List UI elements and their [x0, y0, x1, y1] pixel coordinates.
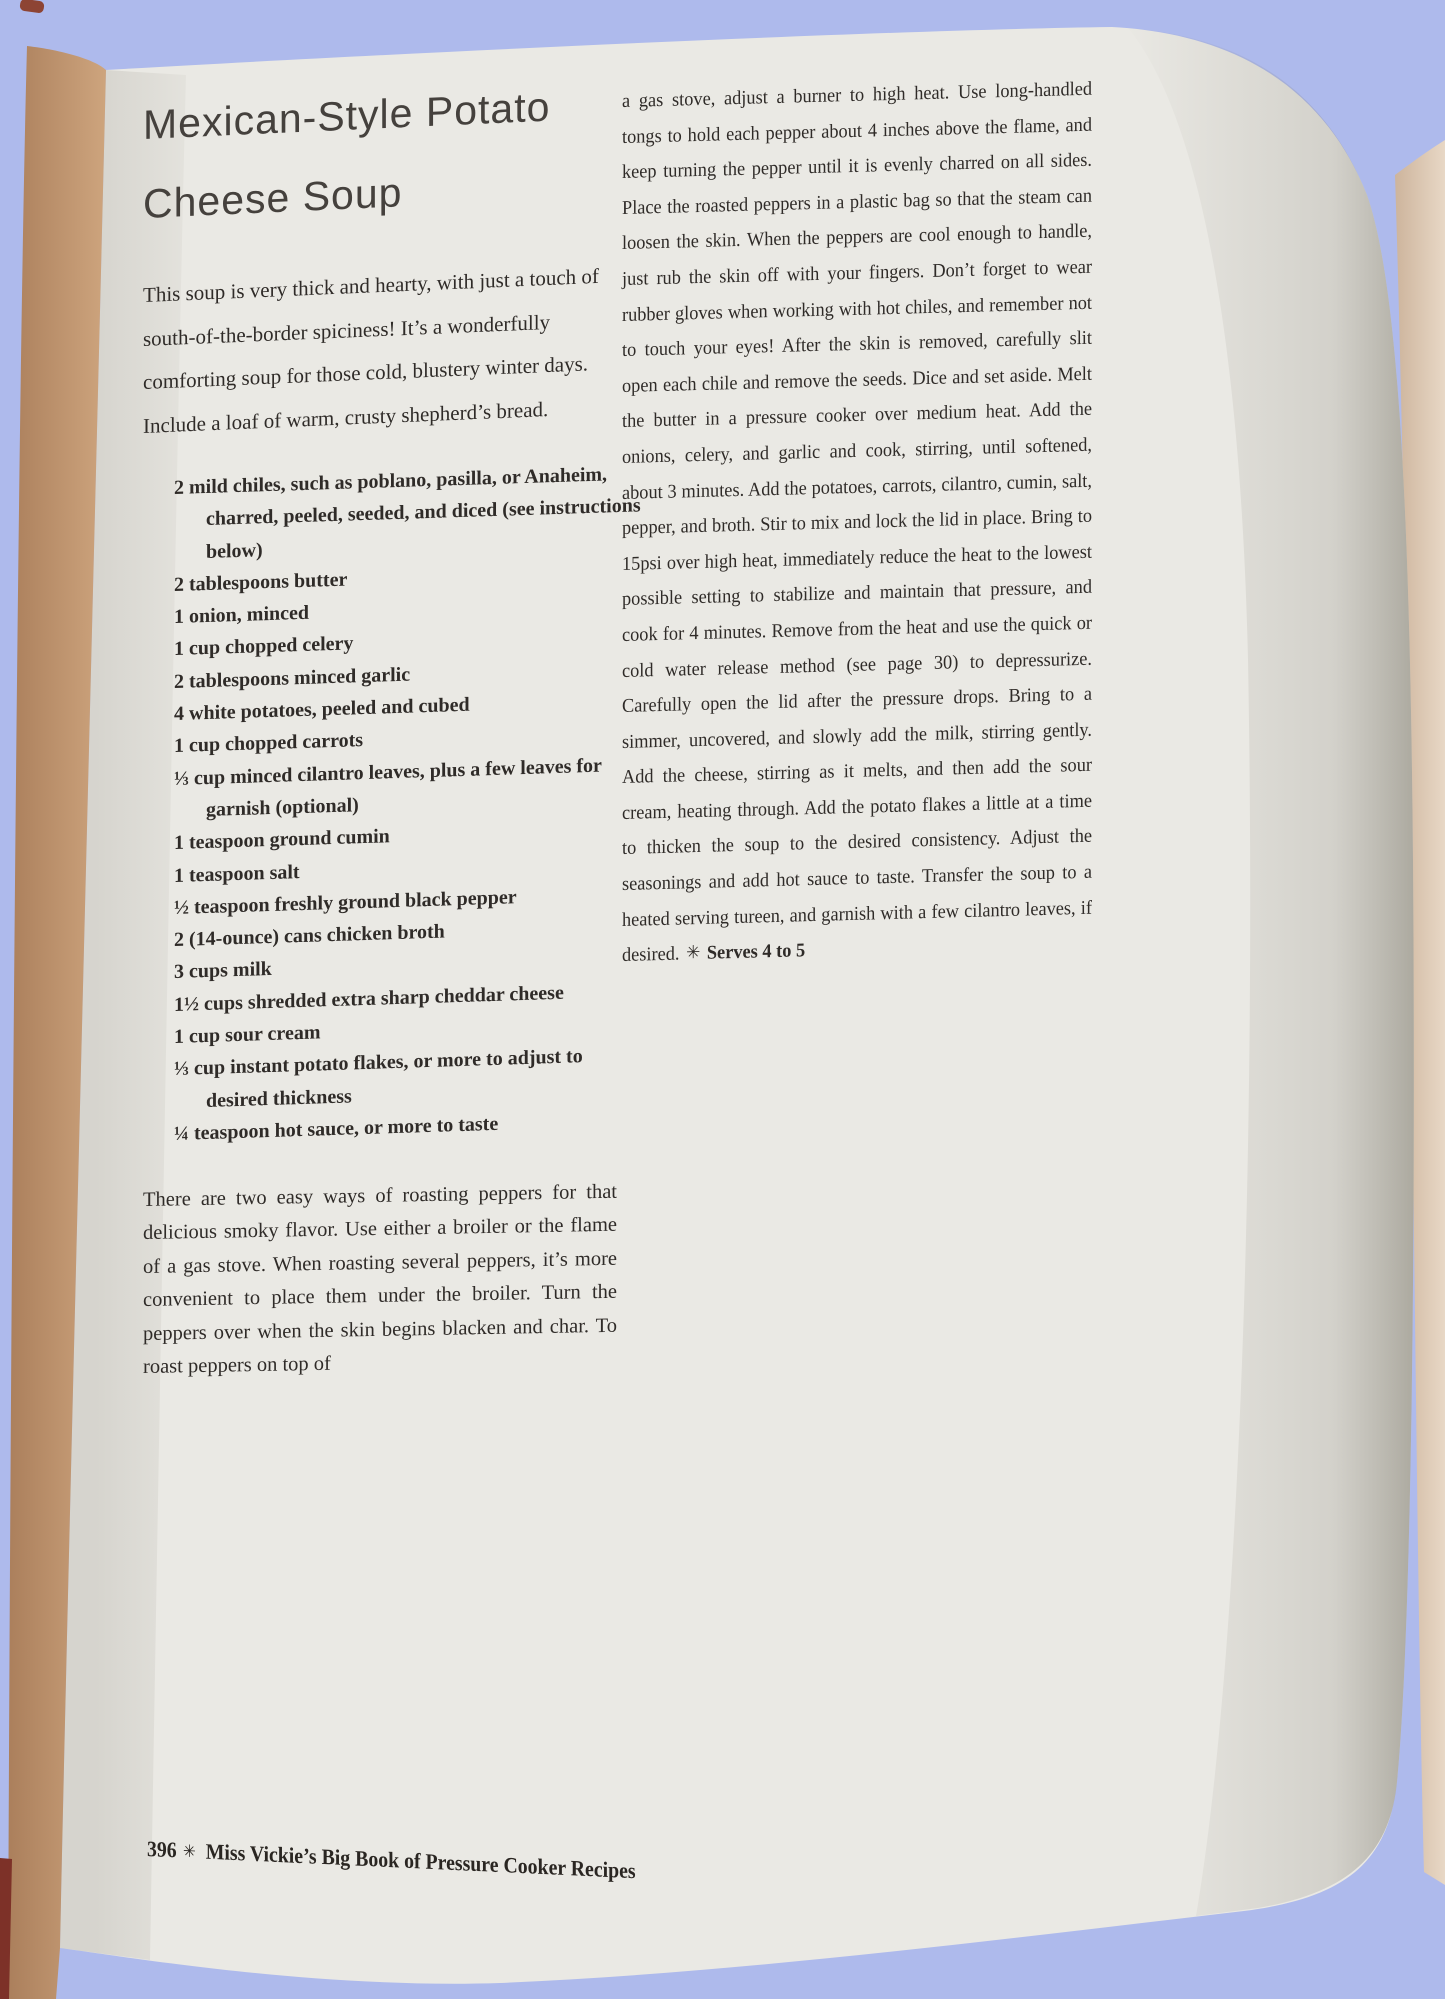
ingredient-item: 1 cup chopped carrots — [174, 729, 364, 758]
serves-asterisk-icon: ✳ — [686, 942, 701, 963]
ingredient-list — [174, 457, 644, 1150]
serves-label: Serves 4 to 5 — [706, 940, 806, 965]
ingredient-item: 1 cup chopped celery — [174, 632, 354, 661]
ingredient-item: 2 (14-ounce) cans chicken broth — [174, 920, 445, 952]
left-column — [143, 83, 641, 1385]
ingredient-item: 1 onion, minced — [174, 601, 310, 629]
ingredient-item: 1 cup sour cream — [174, 1021, 321, 1049]
page-footer — [147, 1836, 636, 1884]
ingredient-item: 4 white potatoes, peeled and cubed — [174, 693, 470, 726]
ingredient-item: 2 tablespoons minced garlic — [174, 663, 411, 693]
ingredient-item: 1 teaspoon ground cumin — [174, 825, 390, 855]
book-title: Miss Vickie’s Big Book of Pressure Cooker Recipes — [205, 1838, 636, 1884]
ingredient-item: 2 mild chiles, such as poblano, pasilla, or Anaheim, charred, peeled, seeded, and diced (see instructions below) — [174, 463, 641, 563]
directions-text: a gas stove, adjust a burner to high heat. Use long-handled tongs to hold each pepper about 4 inches above the flame, and keep turning the pepper until it is evenly charred on all sides. Place the roasted peppers in a plastic bag so that the steam can loosen the skin. When the peppers are cool enough to handle, just rub the skin off with your fingers. Don’t forget to wear rubber gloves when working with hot chiles, and remember not to touch your eyes! After the skin is removed, carefully slit open each chile and remove the seeds. Dice and set aside. Melt the butter in a pressure cooker over medium heat. Add the onions, celery, and garlic and cook, stirring, until softened, about 3 minutes. Add the potatoes, carrots, cilantro, cumin, salt, pepper, and broth. Stir to mix and lock the lid in place. Bring to 15psi over high heat, immediately reduce the heat to the lowest possible setting to stabilize and maintain that pressure, and cook for 4 minutes. Remove from the heat and use the quick or cold water release method (see page 30) to depressurize. Carefully open the lid after the pressure drops. Bring to a simmer, uncovered, and slowly add the milk, stirring gently. Add the cheese, stirring as it melts, and then add the sour cream, heating through. Add the potato flakes a little at a time to thicken the soup to the desired consistency. Adjust the seasonings and add hot sauce to taste. Transfer the soup to a heated serving tureen, and garnish with a few cilantro leaves, if desired. — [622, 78, 1092, 967]
ingredient-item: ⅓ cup minced cilantro leaves, plus a few leaves for garnish (optional) — [174, 754, 602, 821]
recipe-intro: This soup is very thick and hearty, with just a touch of south-of-the-border spiciness! It’s a wonderfully comforting soup for those cold, blustery winter days. Include a loaf of warm, crusty shepherd’s bread. — [143, 263, 599, 438]
ingredient-item: ½ teaspoon freshly ground black pepper — [174, 886, 517, 919]
recipe-title-line-1: Mexican-Style Potato — [143, 83, 551, 148]
ingredient-item: 1½ cups shredded extra sharp cheddar cheese — [174, 981, 564, 1016]
ingredient-item: 1 teaspoon salt — [174, 860, 300, 887]
right-column — [622, 72, 1092, 974]
ingredient-item: ⅓ cup instant potato flakes, or more to adjust to desired thickness — [174, 1045, 583, 1112]
page-number: 396 — [147, 1836, 177, 1863]
ingredient-item: 2 tablespoons butter — [174, 568, 348, 596]
ingredient-item: 3 cups milk — [174, 958, 272, 984]
recipe-title — [143, 64, 627, 244]
footer-asterisk-icon: ✳ — [183, 1841, 196, 1862]
ingredient-item: ¼ teaspoon hot sauce, or more to taste — [174, 1112, 499, 1145]
roasting-note: There are two easy ways of roasting peppers for that delicious smoky flavor. Use either a broiler or the flame of a gas stove. When roasting several peppers, it’s more convenient to place them under the broiler. Turn the peppers over when the skin begins blacken and char. To roast peppers on top of — [143, 1180, 617, 1379]
recipe-title-line-2: Cheese Soup — [143, 169, 403, 227]
